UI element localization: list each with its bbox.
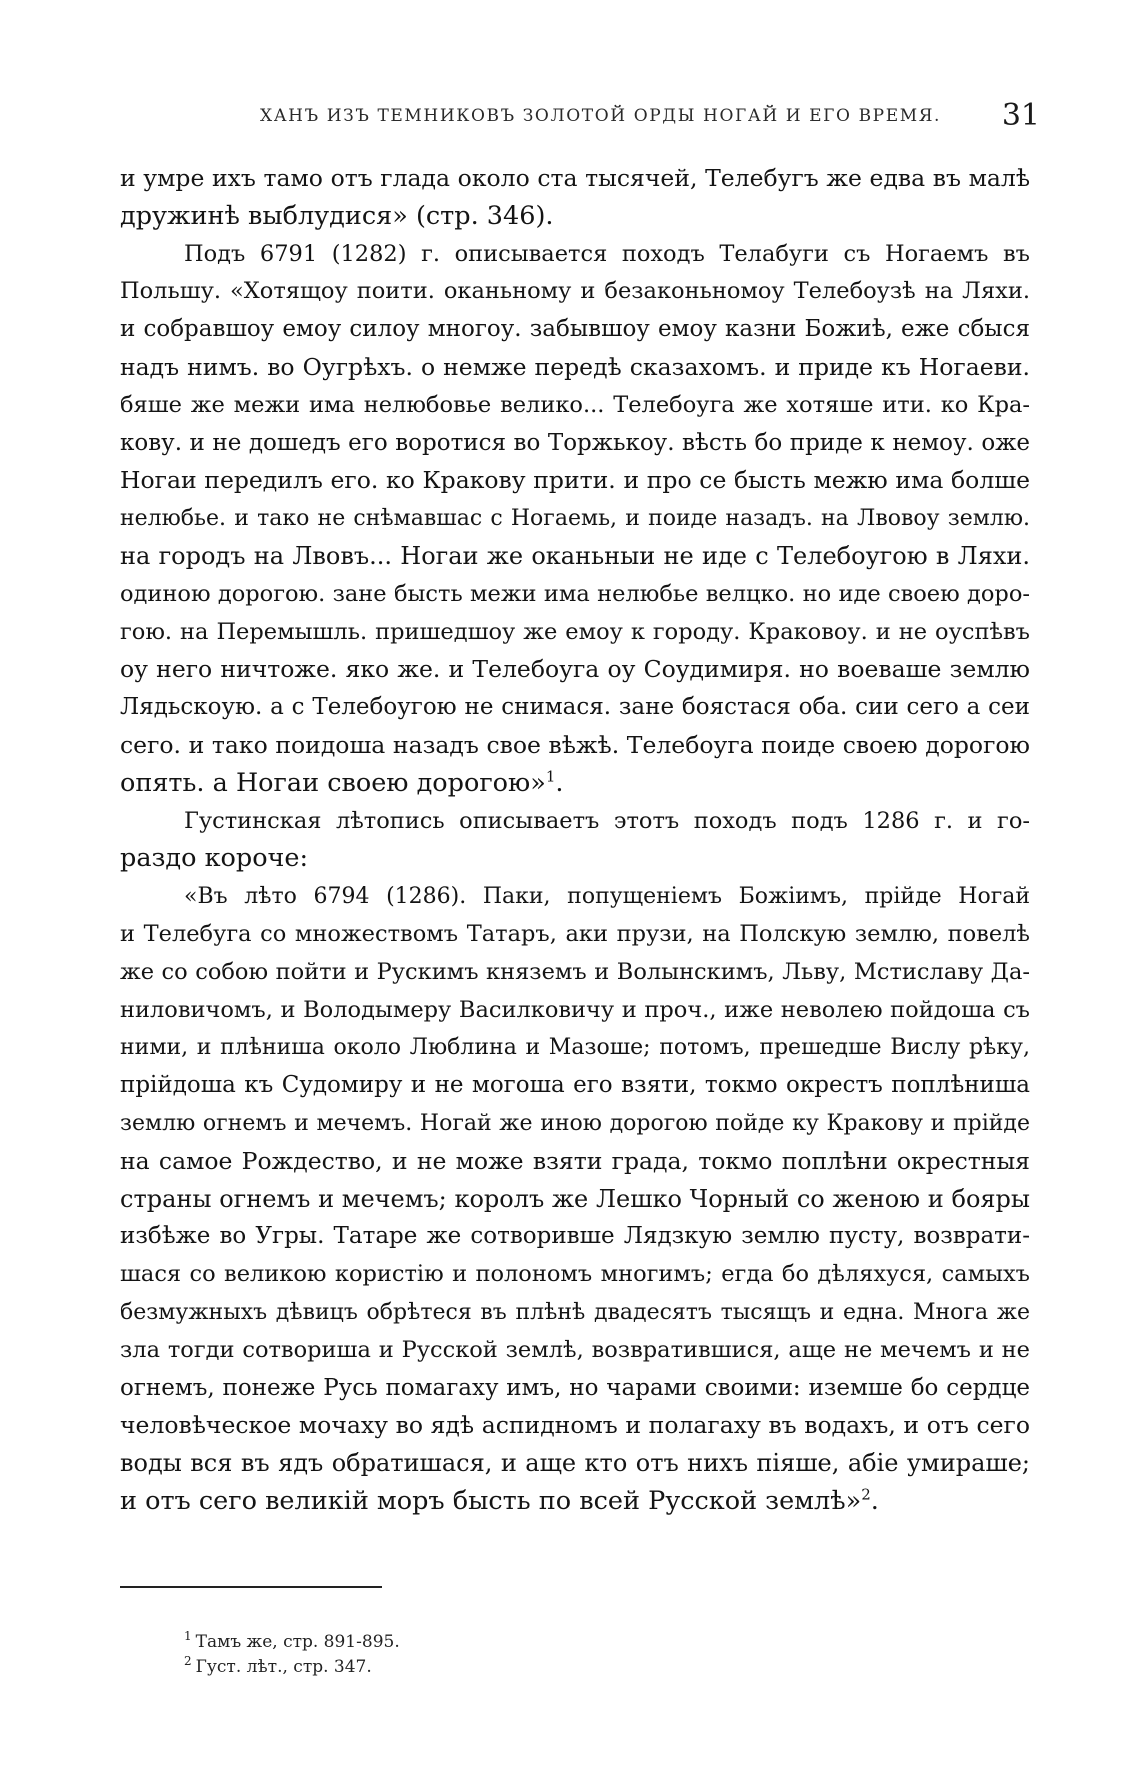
- text-line: на самое Рождество, и не може взяти града, токмо поплѣни окрестныя: [120, 1146, 1030, 1175]
- text-line: и умре ихъ тамо отъ глада около ста тысячей, Телебугъ же едва въ малѣ: [120, 164, 1030, 192]
- text-line: избѣже во Угры. Татаре же сотворивше Лядзкую землю пусту, возврати-: [120, 1223, 1030, 1250]
- running-header: [120, 98, 1040, 138]
- text-line: Ногаи передилъ его. ко Кракову прити. и про се бысть межю има болше: [120, 466, 1030, 495]
- text-line: Лядьскоую. а с Телебоугою не снимася. зане боястася оба. сии сего а сеи: [120, 694, 1030, 721]
- footnote-ref: 2: [861, 1485, 871, 1504]
- text-line: Подъ 6791 (1282) г. описывается походъ Телабуги съ Ногаемъ въ: [184, 240, 1030, 267]
- text-line: Польшу. «Хотящоу поити. оканьному и безаконьномоу Телебоузѣ на Ляхи.: [120, 278, 1030, 305]
- text-line-content: опять. а Ногаи своею дорогою»: [120, 767, 546, 798]
- text-line: же со собою пойти и Рускимъ княземъ и Волынскимъ, Льву, Мстиславу Да-: [120, 958, 1030, 985]
- text-line: дружинѣ выблудися» (стр. 346).: [120, 200, 554, 231]
- text-line: оу него ничтоже. яко же. и Телебоуга оу Соудимиря. но воеваше землю: [120, 655, 1030, 684]
- footnote-number: 2: [184, 1654, 192, 1669]
- text-line: человѣческое мочаху во ядѣ аспидномъ и полагаху въ водахъ, и отъ сего: [120, 1411, 1030, 1440]
- text-line: воды вся въ ядъ обратишася, и аще кто отъ нихъ піяше, абіе умираше;: [120, 1449, 1030, 1478]
- footnotes: [184, 1630, 784, 1680]
- text-line: «Въ лѣто 6794 (1286). Паки, попущеніемъ Божіимъ, прійде Ногай: [184, 884, 1030, 910]
- text-line: бяше же межи има нелюбовье велико... Телебоуга же хотяше ити. ко Кра-: [120, 391, 1030, 418]
- text-line: одиною дорогою. зане бысть межи има нелюбье велцко. но иде своею доро-: [120, 580, 1030, 607]
- text-line: и собравшоу емоу силоу многоу. забывшоу емоу казни Божиѣ, еже сбыся: [120, 316, 1030, 343]
- text-line: безмужныхъ дѣвицъ обрѣтеся въ плѣнѣ двадесятъ тысящъ и една. Многа же: [120, 1299, 1030, 1325]
- text-line: кову. и не дошедъ его воротися во Торжькоу. вѣсть бо приде к немоу. оже: [120, 429, 1030, 456]
- footnote-text: Густ. лѣт., стр. 347.: [195, 1657, 372, 1677]
- footnote-divider: [120, 1586, 382, 1588]
- text-line: огнемъ, понеже Русь помагаху имъ, но чарами своими: иземше бо сердце: [120, 1374, 1030, 1401]
- text-line: Густинская лѣтопись описываетъ этотъ походъ подъ 1286 г. и го-: [184, 807, 1030, 834]
- text-line: ниловичомъ, и Володымеру Василковичу и проч., иже неволею пойдоша съ: [120, 996, 1030, 1023]
- text-line: землю огнемъ и мечемъ. Ногай же иною дорогою пойде ку Кракову и прійде: [120, 1110, 1030, 1136]
- text-line: шася со великою користію и полономъ многимъ; егда бо дѣляхуся, самыхъ: [120, 1261, 1030, 1288]
- running-title: ХАНЪ ИЗЪ ТЕМНИКОВЪ ЗОЛОТОЙ ОРДЫ НОГАЙ И ЕГО ВРЕМЯ.: [260, 106, 942, 126]
- text-line: сего. и тако поидоша назадъ свое вѣжѣ. Телебоуга поиде своею дорогою: [120, 730, 1030, 759]
- text-line: прійдоша къ Судомиру и не могоша его взяти, токмо окрестъ поплѣниша: [120, 1072, 1030, 1099]
- footnote: [184, 1655, 784, 1680]
- text-line: надъ нимъ. во Оугрѣхъ. о немже передѣ сказахомъ. и приде къ Ногаеви.: [120, 352, 1030, 381]
- text-line: и отъ сего великій моръ бысть по всей Русской землѣ»$^2$.: [120, 1485, 879, 1516]
- footnote-text: Тамъ же, стр. 891-895.: [195, 1632, 400, 1652]
- body-text: [120, 160, 1030, 1521]
- footnote-ref: 1: [545, 767, 556, 786]
- footnote-number: 1: [184, 1629, 192, 1644]
- text-line: опять. а Ногаи своею дорогою»$^1$.: [120, 767, 564, 798]
- text-line: страны огнемъ и мечемъ; королъ же Лешко Чорный со женою и бояры: [120, 1184, 1030, 1213]
- page-number: 31: [1001, 98, 1040, 133]
- text-line: гою. на Перемышль. пришедшоу же емоу к городу. Краковоу. и не оуспѣвъ: [120, 618, 1030, 645]
- text-line: на городъ на Лвовъ... Ногаи же оканьныи не иде с Телебоугою в Ляхи.: [120, 541, 1030, 570]
- text-line: нелюбье. и тако не снѣмавшас с Ногаемь, и поиде назадъ. на Лвовоу землю.: [120, 506, 1030, 532]
- text-line-content: и отъ сего великій моръ бысть по всей Русской землѣ»: [120, 1485, 862, 1516]
- text-line: и Телебуга со множествомъ Татаръ, аки прузи, на Полскую землю, повелѣ: [120, 920, 1030, 947]
- footnote: [184, 1630, 784, 1655]
- text-line: раздо короче:: [120, 843, 309, 874]
- text-line: зла тогди сотвориша и Русской землѣ, возвратившися, аще не мечемъ и не: [120, 1336, 1030, 1363]
- text-line: ними, и плѣниша около Люблина и Мазоше; потомъ, прешедше Вислу рѣку,: [120, 1035, 1030, 1061]
